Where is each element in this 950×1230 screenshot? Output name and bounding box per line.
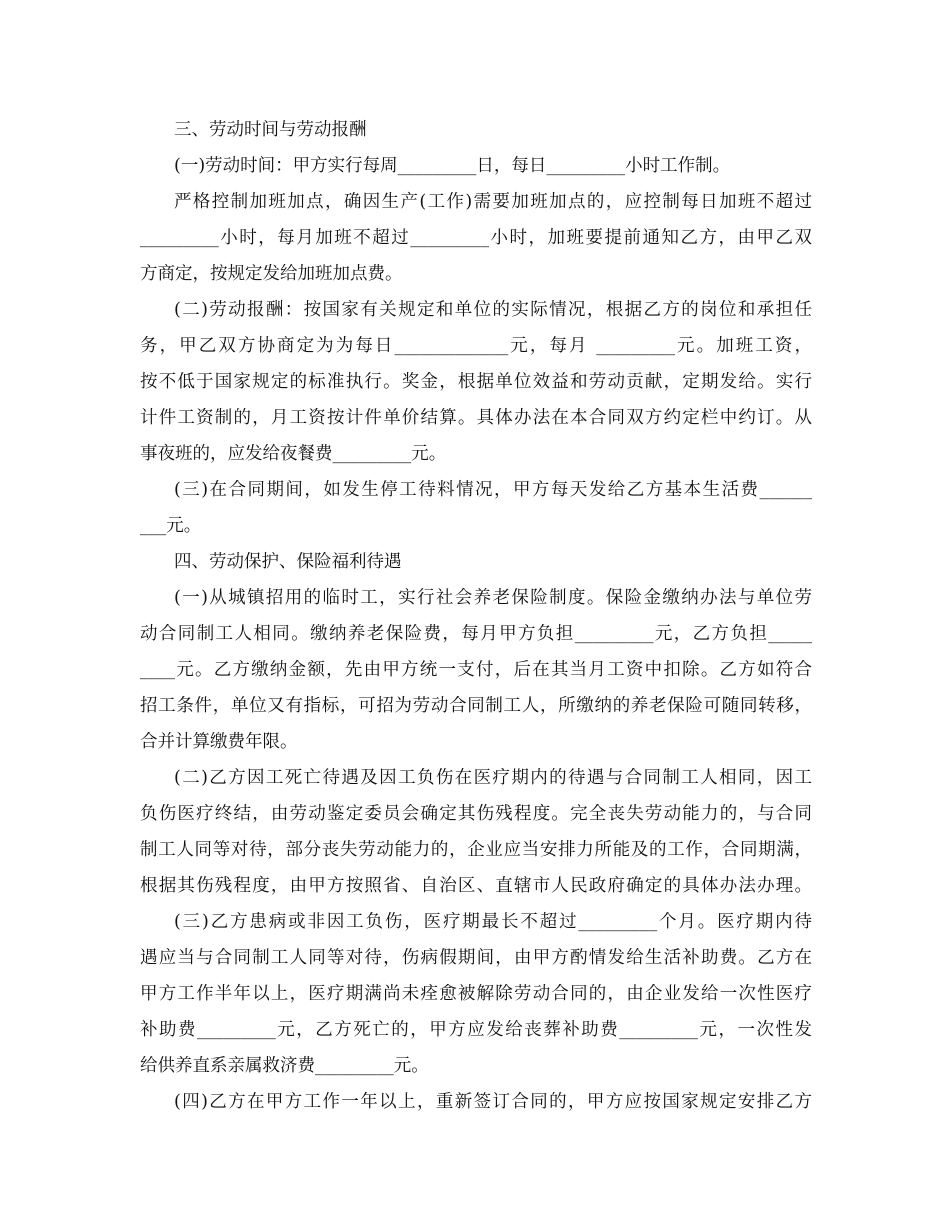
paragraph-line: 制工人同等对待，部分丧失劳动能力的，企业应当安排力所能及的工作，合同期满， [140,840,812,860]
paragraph-line: ___元。 [140,516,202,536]
paragraph-line: 甲方工作半年以上，医疗期满尚未痊愈被解除劳动合同的，由企业发给一次性医疗 [140,984,812,1004]
paragraph-line: 补助费_________元，乙方死亡的，甲方应发给丧葬补助费_________元，一次性发 [140,1020,812,1040]
paragraph-line: 给供养直系亲属救济费_________元。 [140,1056,429,1076]
section-heading-4: 四、劳动保护、保险福利待遇 [174,552,402,572]
paragraph-line: 负伤医疗终结，由劳动鉴定委员会确定其伤残程度。完全丧失劳动能力的，与合同 [140,804,812,824]
section-heading-3: 三、劳动时间与劳动报酬 [174,120,367,140]
paragraph-line: (三)在合同期间，如发生停工待料情况，甲方每天发给乙方基本生活费______ [174,480,812,500]
paragraph-line: 按不低于国家规定的标准执行。奖金，根据单位效益和劳动贡献，定期发给。实行 [140,372,812,392]
paragraph-line: (三)乙方患病或非因工负伤，医疗期最长不超过_________个月。医疗期内待 [174,912,812,932]
paragraph-line: 合并计算缴费年限。 [140,732,298,752]
paragraph-line: 计件工资制的，月工资按计件单价结算。具体办法在本合同双方约定栏中约订。从 [140,408,812,428]
paragraph-line: (一)从城镇招用的临时工，实行社会养老保险制度。保险金缴纳办法与单位劳 [174,588,812,608]
paragraph-line: 遇应当与合同制工人同等对待，伤病假期间，由甲方酌情发给生活补助费。乙方在 [140,948,812,968]
paragraph-line: 务，甲乙双方协商定为为每日_____________元，每月 _________元。加班工资， [140,336,812,356]
paragraph-line: (二)乙方因工死亡待遇及因工负伤在医疗期内的待遇与合同制工人相同，因工 [174,768,812,788]
paragraph-line: 事夜班的，应发给夜餐费_________元。 [140,444,447,464]
paragraph-line: ____元。乙方缴纳金额，先由甲方统一支付，后在其当月工资中扣除。乙方如符合 [140,660,812,680]
paragraph-line: 严格控制加班加点，确因生产(工作)需要加班加点的，应控制每日加班不超过 [174,192,812,212]
paragraph-line: 方商定，按规定发给加班加点费。 [140,264,403,284]
paragraph-line: (二)劳动报酬：按国家有关规定和单位的实际情况，根据乙方的岗位和承担任 [174,300,812,320]
paragraph-line: 根据其伤残程度，由甲方按照省、自治区、直辖市人民政府确定的具体办法办理。 [140,876,812,896]
paragraph-line: _________小时，每月加班不超过_________小时，加班要提前通知乙方，由甲乙双 [140,228,812,248]
paragraph-line: 招工条件，单位又有指标，可招为劳动合同制工人，所缴纳的养老保险可随同转移， [140,696,812,716]
paragraph-line: (一)劳动时间：甲方实行每周_________日，每日_________小时工作制。 [174,156,731,176]
paragraph-line: (四)乙方在甲方工作一年以上，重新签订合同的，甲方应按国家规定安排乙方 [174,1092,812,1112]
paragraph-line: 动合同制工人相同。缴纳养老保险费，每月甲方负担_________元，乙方负担_____ [140,624,812,644]
